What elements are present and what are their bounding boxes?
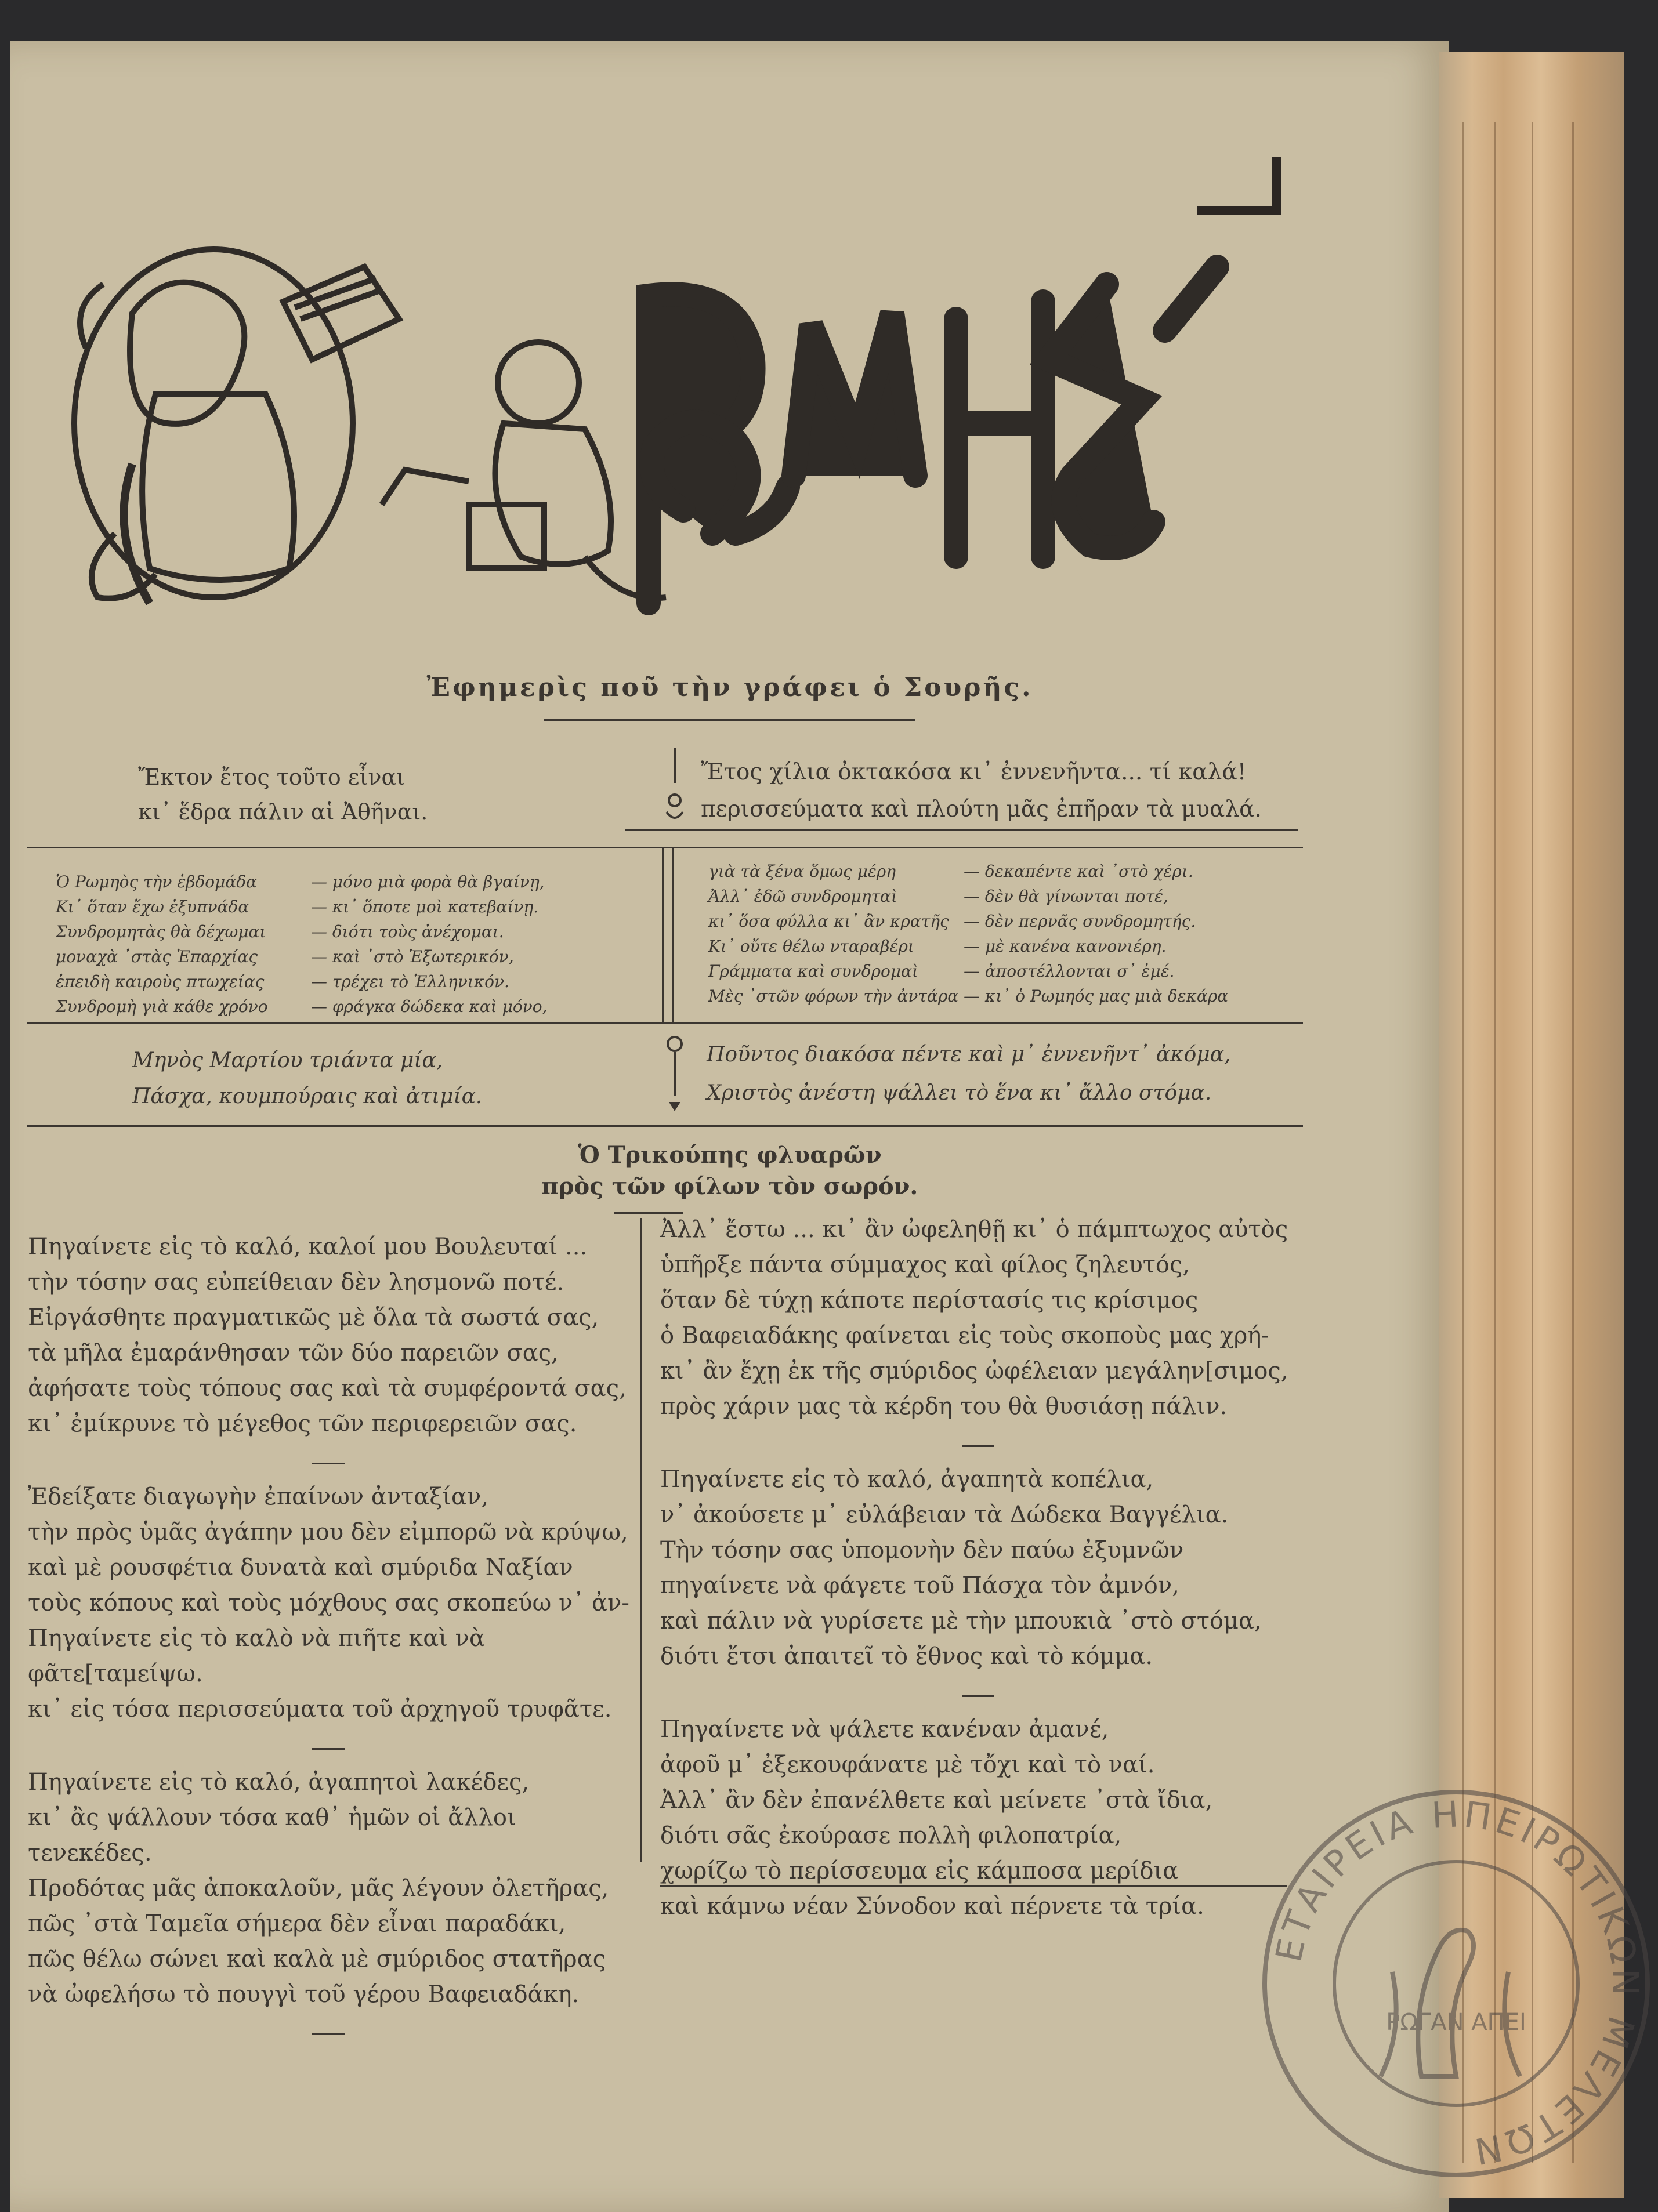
subscription-row: γιὰ τὰ ξένα ὅμως μέρη — δεκαπέντε καὶ ᾽στὸ χέρι. [708,862,1193,881]
subscription-row: Ἀλλ᾽ ἐδῶ συνδρομηταὶ — δὲν θὰ γίνωνται ποτέ, [708,887,1168,906]
stamp-center-text: ΡΩΓΑΝ ΑΠΕΙ [1386,2009,1526,2036]
poem-line: Πηγαίνετε εἰς τὸ καλό, ἀγαπητοὶ λακέδες, [28,1769,530,1796]
poem-line: χωρίζω τὸ περίσσευμα εἰς κάμποσα μερίδια [660,1858,1179,1884]
reader-figure-illustration [74,249,399,603]
poem-line: τὰ μῆλα ἐμαράνθησαν τῶν δύο παρειῶν σας, [28,1340,559,1366]
poem-line: πῶς θέλω σώνει καὶ καλὰ μὲ σμύριδος στατῆρας [28,1946,606,1972]
stanza-separator [962,1695,994,1697]
poem-line: ἀφοῦ μ᾽ ἐξεκουφάνατε μὲ τὄχι καὶ τὸ ναί. [660,1752,1155,1778]
flourish-ornament-icon [663,748,686,829]
subscription-row: Μὲς ᾽στῶν φόρων τὴν ἀντάρα — κι᾽ ὁ Ρωμηός μας μιὰ δεκάρα [708,987,1229,1006]
library-stamp [1247,1775,1658,2192]
intro-row [45,748,1298,835]
article-title-line: Ὁ Τρικούπης φλυαρῶν [578,1141,882,1169]
intro-verse-right [701,754,1262,828]
date-row [45,1027,1298,1119]
divider [660,1885,1287,1887]
heron-emblem-icon [1418,1930,1474,2076]
poem-line: Τὴν τόσην σας ὑπομονὴν δὲν παύω ἐξυμνῶν [660,1537,1184,1564]
stanza [28,1479,637,1727]
poem-line: Ἀλλ᾽ ἔστω ... κι᾽ ἂν ὠφεληθῇ κι᾽ ὁ πάμπτωχος αὐτὸς [660,1216,1288,1243]
verse-line: κι᾽ ἕδρα πάλιν αἱ Ἀθῆναι. [138,799,428,825]
corner-bracket-mark [1197,157,1281,215]
poem-line: πῶς ᾽στὰ Ταμεῖα σήμερα δὲν εἶναι παραδάκι, [28,1910,566,1937]
poem-line: κι᾽ εἰς τόσα περισσεύματα τοῦ ἀρχηγοῦ τρυφᾶτε. [28,1696,612,1723]
subscription-row: μοναχὰ ᾽στὰς Ἐπαρχίας — καὶ ᾽στὸ Ἐξωτερικόν, [56,947,514,966]
subscription-row: Συνδρομὴ γιὰ κάθε χρόνο — φράγκα δώδεκα καὶ μόνο, [56,997,548,1016]
double-column-divider [662,848,674,1022]
poem-line: πηγαίνετε νὰ φάγετε τοῦ Πάσχα τὸν ἀμνόν, [660,1572,1179,1599]
verse-line: Χριστὸς ἀνέστη ψάλλει τὸ ἕνα κι᾽ ἄλλο στόμα. [707,1081,1212,1105]
verse-line: Μηνὸς Μαρτίου τριάντα μία, [132,1049,443,1072]
verse-line: Ἔκτον ἔτος τοῦτο εἶναι [138,764,406,790]
subscription-row: Κι᾽ ὅταν ἔχω ἐξυπνάδα — κι᾽ ὅποτε μοὶ κατεβαίνῃ. [56,897,539,916]
poem-line: τὴν τόσην σας εὐπείθειαν δὲν λησμονῶ ποτέ. [28,1269,564,1296]
poem-line: τὴν πρὸς ὑμᾶς ἀγάπην μου δὲν εἰμπορῶ νὰ κρύψω, [28,1519,628,1546]
poem-line: Πηγαίνετε εἰς τὸ καλὸ νὰ πιῆτε καὶ νὰ φᾶτε[ταμείψω. [28,1625,485,1687]
shoeshine-boy-illustration [382,342,666,598]
poem-line: διότι ἔτσι ἀπαιτεῖ τὸ ἔθνος καὶ τὸ κόμμα. [660,1643,1153,1670]
flourish-ornament-icon [663,1032,686,1114]
stanza-separator [312,1463,345,1464]
divider [625,829,1298,831]
poem-line: Πηγαίνετε εἰς τὸ καλό, ἀγαπητὰ κοπέλια, [660,1466,1154,1493]
subscription-row: κι᾽ ὅσα φύλλα κι᾽ ἂν κρατῆς — δὲν περνᾶς συνδρομητής. [708,912,1196,931]
stanza-separator [312,1748,345,1750]
subscription-row: Κι᾽ οὔτε θέλω νταραβέρι — μὲ κανένα κανονιέρη. [708,937,1167,956]
poem-line: ὅταν δὲ τύχῃ κάποτε περίστασίς τις κρίσιμος [660,1287,1199,1314]
poem-line: τοὺς κόπους καὶ τοὺς μόχθους σας σκοπεύω ν᾽ ἀν- [28,1590,629,1616]
poem-line: ὑπῆρξε πάντα σύμμαχος καὶ φίλος ζηλευτός, [660,1252,1190,1278]
ornamental-rule [544,719,915,724]
article-title-line: πρὸς τῶν φίλων τὸν σωρόν. [541,1173,918,1200]
poem-line: καὶ κάμνω νέαν Σύνοδον καὶ πέρνετε τὰ τρία. [660,1893,1204,1920]
subscription-box [27,847,1303,1024]
poem-line: ν᾽ ἀκούσετε μ᾽ εὐλάβειαν τὰ Δώδεκα Βαγγέλια. [660,1502,1229,1528]
verse-line: Πάσχα, κουμπούραις καὶ ἀτιμία. [132,1085,483,1108]
masthead-title-text: ΡΩΜΗΟΣ [646,633,675,640]
stanza-separator [962,1445,994,1447]
tagline: Ἐφημερὶς ποῦ τὴν γράφει ὁ Σουρῆς. [426,673,1033,702]
masthead [63,232,1281,650]
verse-line: περισσεύματα καὶ πλούτη μᾶς ἐπῆραν τὰ μυαλά. [701,796,1262,822]
poem-right-column [660,1212,1304,1945]
verse-line: Ποῦντος διακόσα πέντε καὶ μ᾽ ἐννενῆντ᾽ ἀκόμα, [707,1043,1231,1067]
poem-line: κι᾽ ἂν ἔχῃ ἐκ τῆς σμύριδος ὠφέλειαν μεγάλην[σιμος, [660,1358,1288,1384]
subscription-row: ἐπειδὴ καιροὺς πτωχείας — τρέχει τὸ Ἑλληνικόν. [56,972,509,991]
poem-line: διότι σᾶς ἐκούρασε πολλὴ φιλοπατρία, [660,1822,1122,1849]
newspaper-page [10,41,1449,2212]
column-rule [640,1218,642,1862]
stanza [28,1230,637,1442]
stanza [660,1212,1304,1424]
poem-line: Ἀλλ᾽ ἂν δὲν ἐπανέλθετε καὶ μείνετε ᾽στὰ ἴδια, [660,1787,1213,1814]
stanza [660,1462,1304,1674]
divider [27,1125,1303,1127]
poem-line: Πηγαίνετε εἰς τὸ καλό, καλοί μου Βουλευταί ... [28,1234,588,1260]
stanza [28,1765,637,2012]
date-verse-right [707,1036,1230,1112]
intro-verse-left [138,760,428,829]
poem-line: ὁ Βαφειαδάκης φαίνεται εἰς τοὺς σκοποὺς μας χρή- [660,1322,1269,1349]
poem-line: πρὸς χάριν μας τὰ κέρδη του θὰ θυσιάσῃ πάλιν. [660,1393,1228,1420]
poem-line: καὶ μὲ ρουσφέτια δυνατὰ καὶ σμύριδα Ναξίαν [28,1554,573,1581]
stanza-separator [312,2033,345,2035]
subscription-left-column [56,869,584,1019]
verse-line: Ἔτος χίλια ὀκτακόσα κι᾽ ἐννενῆντα... τί καλά! [701,759,1247,785]
stanza [660,1712,1304,1924]
stamp-ring-text: ΕΤΑΙΡΕΙΑ ΗΠΕΙΡΩΤΙΚΩΝ ΜΕΛΕΤΩΝ [1267,1793,1647,2174]
poem-line: κι᾽ ἂς ψάλλουν τόσα καθ᾽ ἡμῶν οἱ ἄλλοι τενεκέδες. [28,1804,516,1866]
poem-line: Προδότας μᾶς ἀποκαλοῦν, μᾶς λέγουν ὀλετῆρας, [28,1875,609,1902]
subscription-row: Ὁ Ρωμηὸς τὴν ἑβδομάδα — μόνο μιὰ φορὰ θὰ βγαίνῃ, [56,872,545,891]
article-title [10,1140,1449,1202]
poem-line: Πηγαίνετε νὰ ψάλετε κανέναν ἀμανέ, [660,1716,1109,1743]
masthead-title-lettering [649,267,1217,603]
poem-left-column [28,1230,637,2050]
subscription-row: Συνδρομητὰς θὰ δέχωμαι — διότι τοὺς ἀνέχομαι. [56,922,504,941]
poem-line: νὰ ὠφελήσω τὸ πουγγὶ τοῦ γέρου Βαφειαδάκη. [28,1981,580,2008]
subscription-right-column [708,859,1236,1009]
masthead-illustration [63,232,1281,650]
poem-line: καὶ πάλιν νὰ γυρίσετε μὲ τὴν μπουκιὰ ᾽στὸ στόμα, [660,1608,1262,1634]
subscription-row: Γράμματα καὶ συνδρομαὶ — ἀποστέλλονται σ᾽ ἐμέ. [708,962,1175,981]
poem-line: ἀφήσατε τοὺς τόπους σας καὶ τὰ συμφέροντά σας, [28,1375,627,1402]
poem-line: Ἐδείξατε διαγωγὴν ἐπαίνων ἀνταξίαν, [28,1484,489,1510]
date-verse-left [132,1043,482,1115]
poem-line: Εἰργάσθητε πραγματικῶς μὲ ὅλα τὰ σωστά σας, [28,1304,599,1331]
poem-line: κι᾽ ἐμίκρυνε τὸ μέγεθος τῶν περιφερειῶν σας. [28,1410,577,1437]
